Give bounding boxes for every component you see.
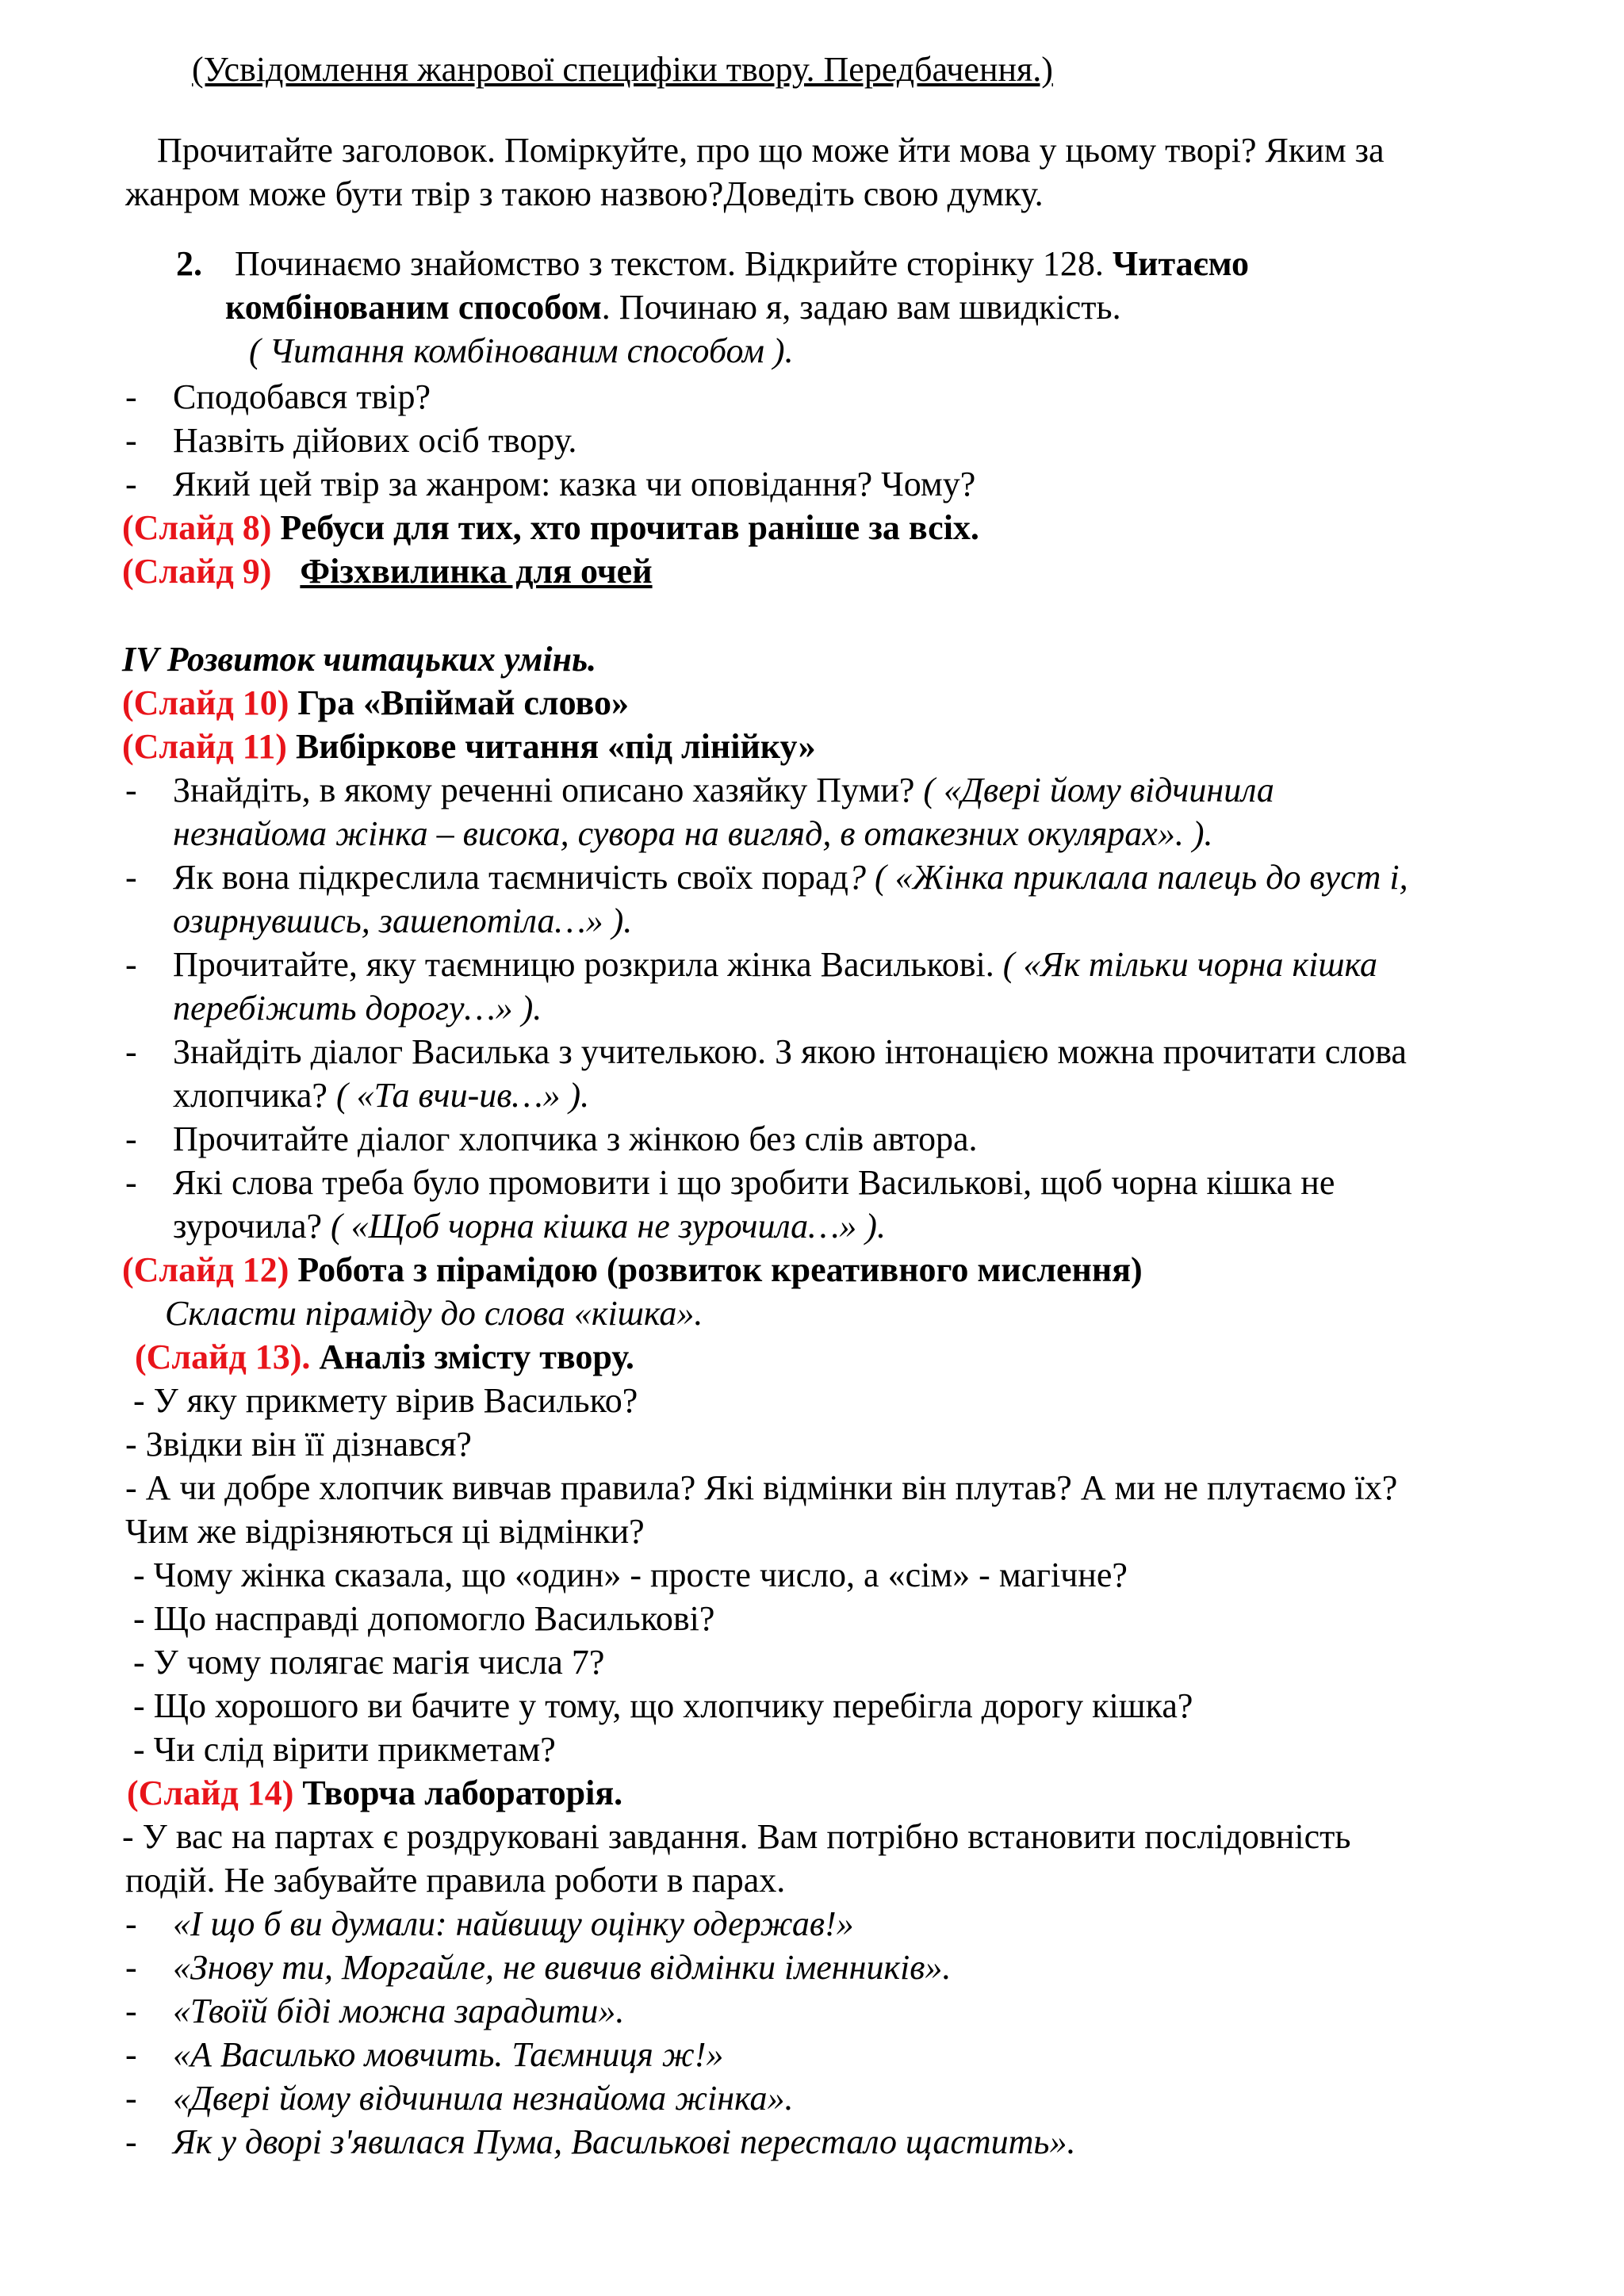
dash-marker: - <box>125 1904 137 1943</box>
dash-marker: - <box>125 858 137 897</box>
section-4-title: IV Розвиток читацьких умінь. <box>122 640 597 679</box>
dash-marker: - <box>125 421 137 460</box>
slide-13-line <box>0 1335 1624 1379</box>
quote-text: «Двері йому відчинила незнайома жінка». <box>173 2079 794 2118</box>
slide-14-line <box>0 1771 1624 1815</box>
slide-10-line <box>0 681 1624 725</box>
dash-marker: - <box>125 945 137 984</box>
analysis-question: - Що хорошого ви бачите у тому, що хлопчику перебігла дорогу кішка? <box>133 1686 1193 1725</box>
intro-heading: (Усвідомлення жанрової специфіки твору. Передбачення.) <box>192 50 1053 89</box>
analysis-question: - У чому полягає магія числа 7? <box>133 1643 605 1682</box>
list-item-text: Який цей твір за жанром: казка чи оповідання? Чому? <box>173 465 976 503</box>
question-text: Як вона підкреслила таємничість своїх порад <box>173 858 848 897</box>
answer-text: ( «Щоб чорна кішка не зурочила…» ). <box>331 1207 886 1246</box>
quote-text: «А Василько мовчить. Таємниця ж!» <box>173 2035 724 2074</box>
analysis-question: - Звідки він її дізнався? <box>125 1425 472 1464</box>
answer-text: незнайома жінка – висока, сувора на вигляд, в отакезних окулярах». ). <box>173 814 1213 853</box>
step-2-note: ( Читання комбінованим способом ). <box>249 331 794 370</box>
question-text: Прочитайте, яку таємницю розкрила жінка Василькові. <box>173 945 1003 984</box>
slide-13-title: Аналіз змісту твору. <box>310 1337 634 1376</box>
question-text: Знайдіть діалог Василька з учителькою. З якою інтонацією можна прочитати слова <box>173 1032 1407 1071</box>
list-item <box>0 462 1624 506</box>
list-item <box>0 419 1624 462</box>
list-item <box>0 1989 1624 2033</box>
section-4 <box>0 637 1624 2164</box>
dash-marker: - <box>125 1992 137 2030</box>
question-text: Які слова треба було промовити і що зробити Василькові, щоб чорна кішка не <box>173 1163 1335 1202</box>
slide-8-title: Ребуси для тих, хто прочитав раніше за всіх. <box>271 508 979 547</box>
answer-text: перебіжить дорогу…» ). <box>173 989 542 1027</box>
list-item <box>0 1946 1624 1989</box>
slide-10-label: (Слайд 10) <box>122 683 289 722</box>
slide-12-title: Робота з пірамідою (розвиток креативного мислення) <box>289 1250 1143 1289</box>
list-item <box>0 2120 1624 2164</box>
question-text: зурочила? <box>173 1207 331 1246</box>
intro-para-line-2: жанром може бути твір з такою назвою?Доведіть свою думку. <box>125 174 1044 213</box>
intro-para-line-1: Прочитайте заголовок. Поміркуйте, про що може йти мова у цьому творі? Яким за <box>157 131 1385 170</box>
step-2-text-a: Починаємо знайомство з текстом. Відкрийте сторінку 128. <box>235 244 1113 283</box>
dash-marker: - <box>125 771 137 809</box>
list-item <box>0 768 1624 812</box>
slide-12-label: (Слайд 12) <box>122 1250 289 1289</box>
intro-block <box>0 48 1624 91</box>
dash-marker: - <box>125 1948 137 1987</box>
slide-8-label: (Слайд 8) <box>122 508 272 547</box>
step-2-text-b: Читаємо <box>1112 244 1250 283</box>
quote-text: «Твоїй біді можна зарадити». <box>173 1992 625 2030</box>
list-item <box>0 1161 1624 1204</box>
lab-instruction: - У вас на партах є роздруковані завдання. Вам потрібно встановити послідовність <box>122 1817 1351 1856</box>
quote-text: «Знову ти, Моргайле, не вивчив відмінки іменників». <box>173 1948 952 1987</box>
answer-text: озирнувшись, зашепотіла…» ). <box>173 901 633 940</box>
list-item <box>0 2033 1624 2076</box>
slide-8-line <box>0 506 1624 549</box>
lab-instruction: подій. Не забувайте правила роботи в парах. <box>125 1861 786 1900</box>
slide-11-title: Вибіркове читання «під лінійку» <box>286 727 816 766</box>
dash-marker: - <box>125 465 137 503</box>
step-2-line-2 <box>225 285 1121 329</box>
analysis-question: - А чи добре хлопчик вивчав правила? Які відмінки він плутав? А ми не плутаємо їх? <box>125 1468 1398 1507</box>
list-item <box>0 375 1624 419</box>
quote-text: Як у дворі з'явилася Пума, Василькові перестало щастить». <box>173 2122 1076 2161</box>
answer-text: ? ( «Жінка приклала палець до вуст і, <box>848 858 1408 897</box>
step-2 <box>0 242 1624 373</box>
list-item <box>0 1030 1624 1073</box>
slide-13-label: (Слайд 13). <box>135 1337 311 1376</box>
dash-marker: - <box>125 1032 137 1071</box>
question-text: Прочитайте діалог хлопчика з жінкою без слів автора. <box>173 1119 978 1158</box>
answer-text: ( «Двері йому відчинила <box>923 771 1274 809</box>
slide-12-note: Скласти піраміду до слова «кішка». <box>165 1294 703 1333</box>
dash-marker: - <box>125 2122 137 2161</box>
analysis-question: - Чи слід вірити прикметам? <box>133 1730 556 1769</box>
slide-11-line <box>0 725 1624 768</box>
list-item <box>0 1117 1624 1161</box>
slide-14-title: Творча лабораторія. <box>293 1774 623 1812</box>
step-2-line-1 <box>235 242 1249 285</box>
question-text: хлопчика? <box>173 1076 336 1115</box>
analysis-question: - Чому жінка сказала, що «один» - просте число, а «сім» - магічне? <box>133 1556 1128 1594</box>
dash-marker: - <box>125 2035 137 2074</box>
slide-10-title: Гра «Впіймай слово» <box>289 683 629 722</box>
dash-marker: - <box>125 1119 137 1158</box>
quote-text: «І що б ви думали: найвищу оцінку одержав!» <box>173 1904 854 1943</box>
answer-text: ( «Та вчи-ив…» ). <box>335 1076 590 1115</box>
slide-9-line <box>0 549 1624 593</box>
dash-marker: - <box>125 2079 137 2118</box>
list-item <box>0 1902 1624 1946</box>
analysis-question: Чим же відрізняються ці відмінки? <box>125 1512 645 1551</box>
questions-list-1 <box>0 375 1624 593</box>
slide-9-title: Фізхвилинка для очей <box>300 552 653 591</box>
question-text: Знайдіть, в якому реченні описано хазяйку Пуми? <box>173 771 924 809</box>
step-2-number: 2. <box>176 244 202 283</box>
dash-marker: - <box>125 377 137 416</box>
list-item-text: Назвіть дійових осіб твору. <box>173 421 577 460</box>
step-2-text-c: комбінованим способом <box>225 288 602 327</box>
slide-9-label: (Слайд 9) <box>122 552 272 591</box>
intro-paragraph <box>0 128 1624 216</box>
list-item-text: Сподобався твір? <box>173 377 431 416</box>
slide-12-line <box>0 1248 1624 1292</box>
step-2-text-d: . Починаю я, задаю вам швидкість. <box>601 288 1121 327</box>
slide-14-label: (Слайд 14) <box>127 1774 294 1812</box>
answer-text: ( «Як тільки чорна кішка <box>1002 945 1378 984</box>
dash-marker: - <box>125 1163 137 1202</box>
slide-11-label: (Слайд 11) <box>122 727 287 766</box>
analysis-question: - У яку прикмету вірив Василько? <box>133 1381 638 1420</box>
analysis-question: - Що насправді допомогло Василькові? <box>133 1599 715 1638</box>
list-item <box>0 943 1624 986</box>
list-item <box>0 2076 1624 2120</box>
list-item <box>0 855 1624 899</box>
